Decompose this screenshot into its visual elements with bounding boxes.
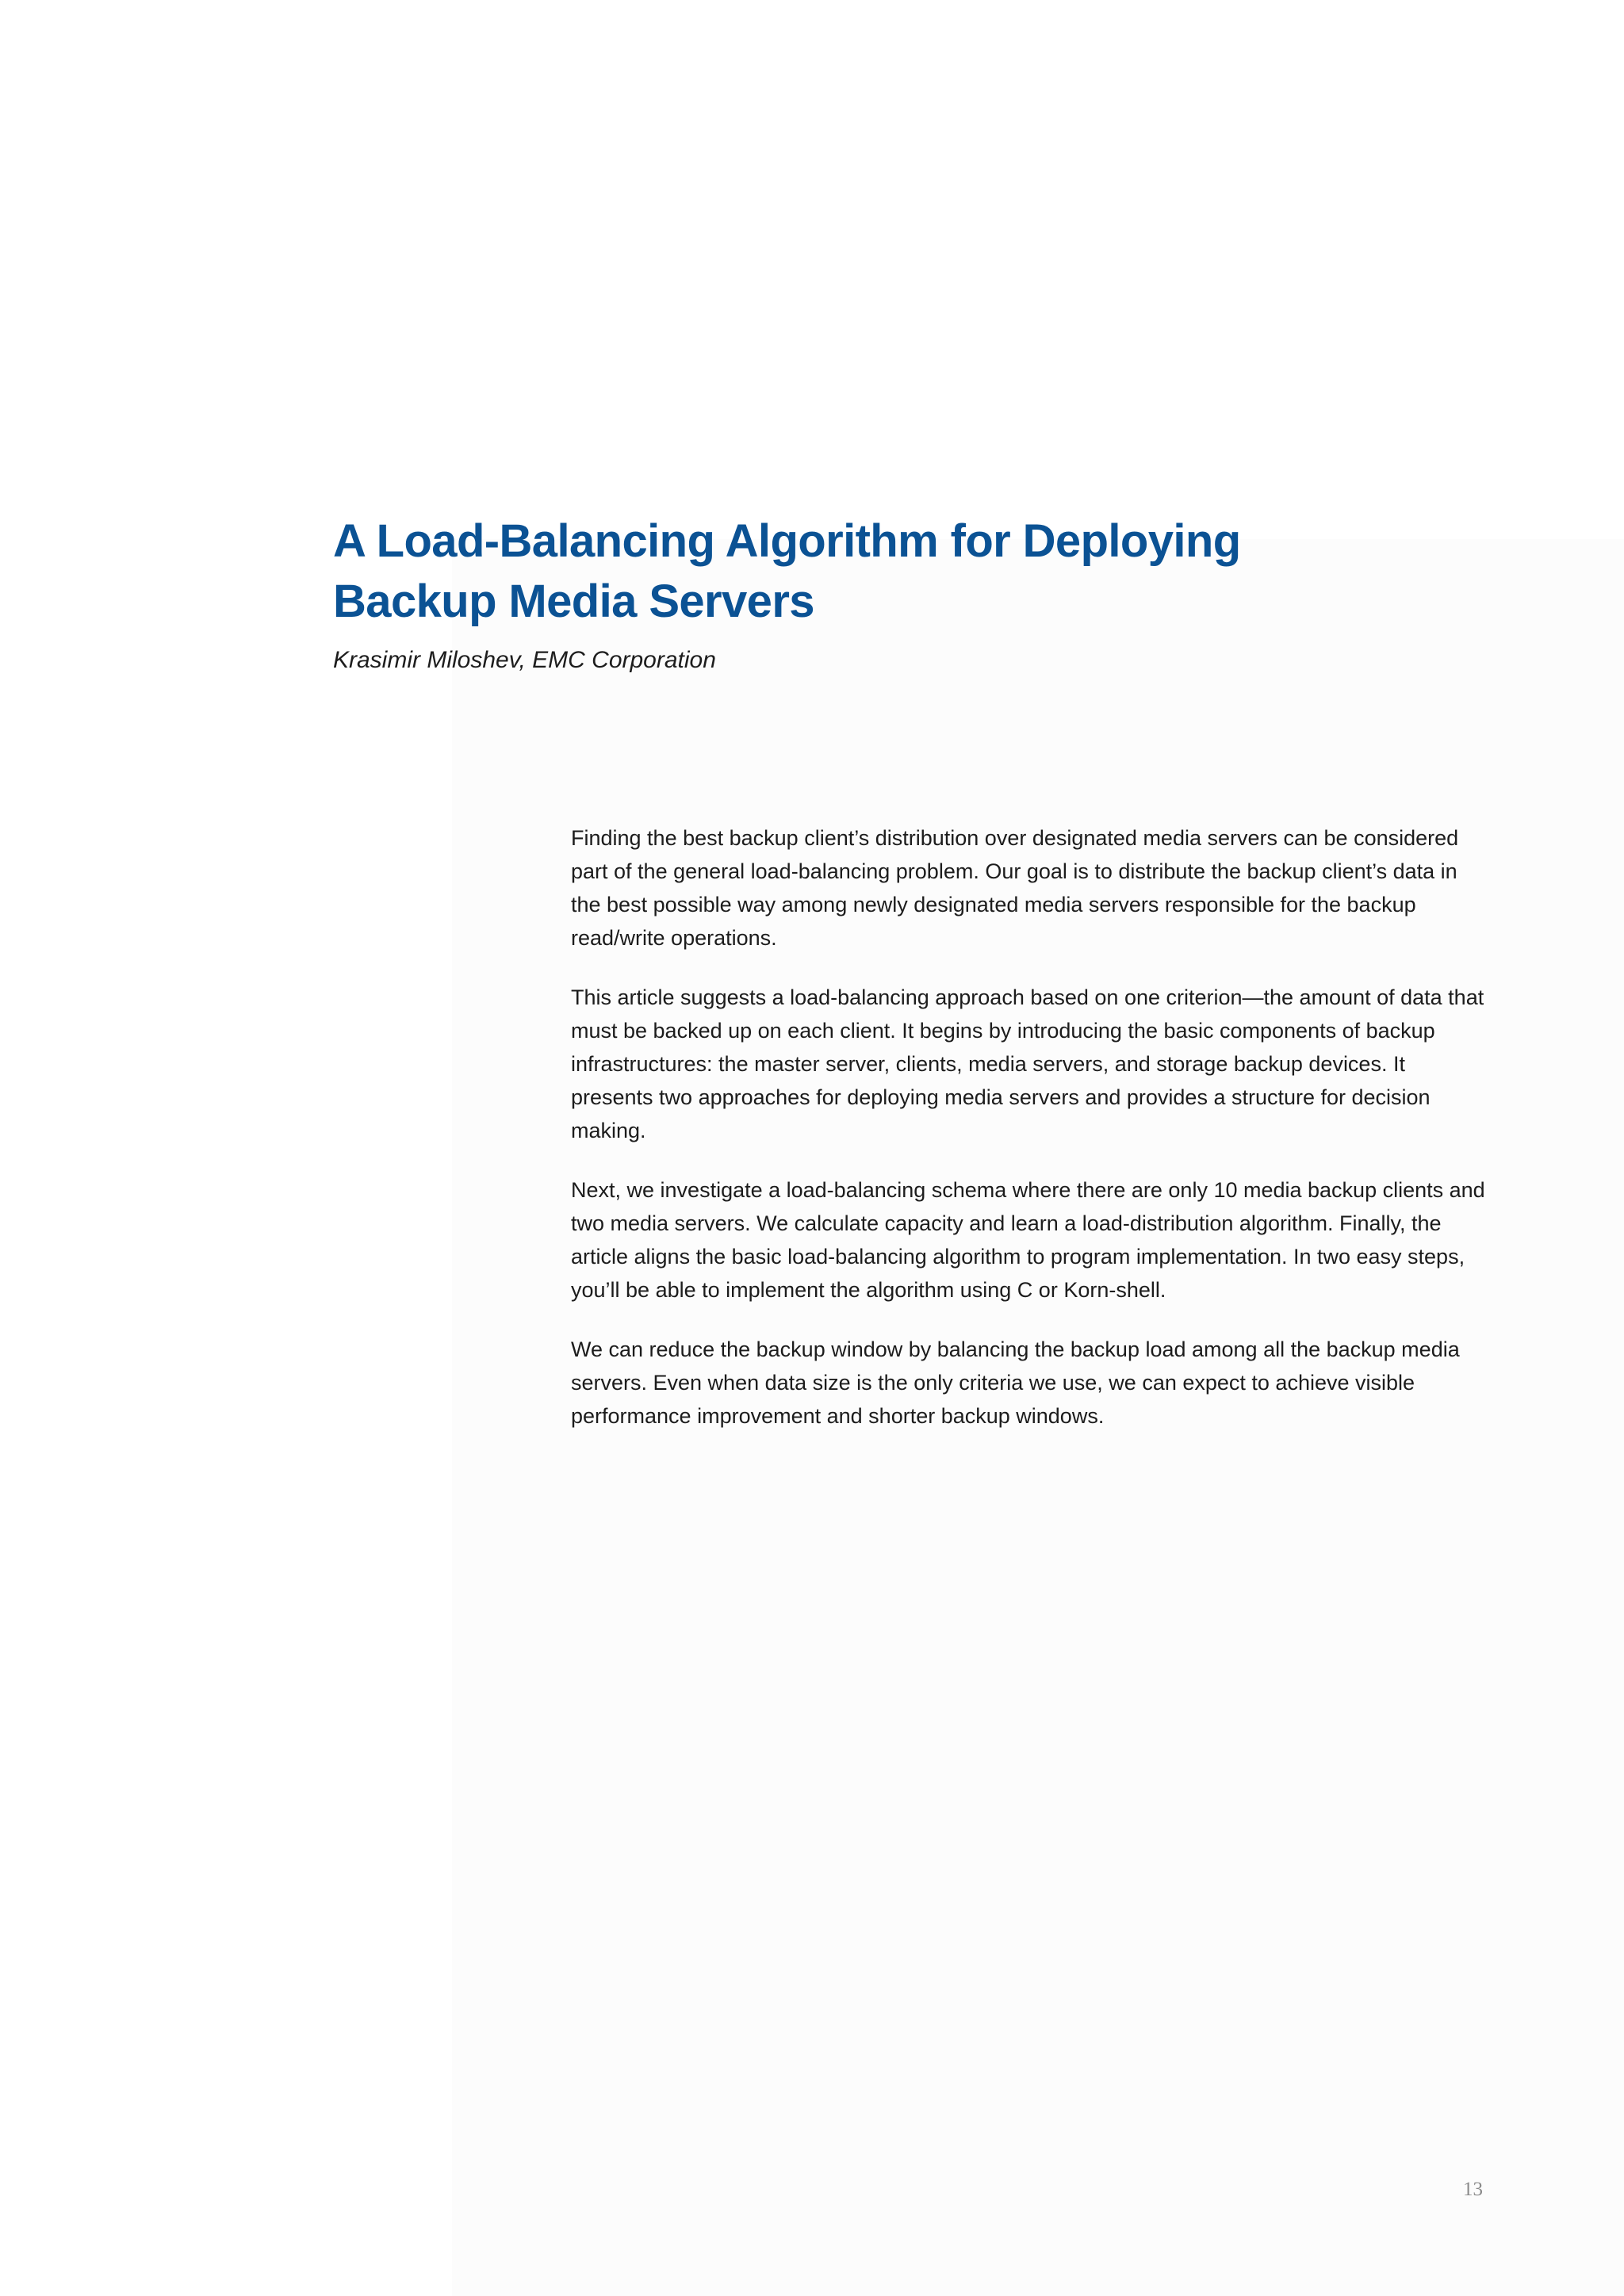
abstract-paragraph-3: Next, we investigate a load-balancing schema where there are only 10 media backup clients and two media servers. We calculate capacity and learn a load-distribution algorithm. Finally, the article aligns the basic load-balancing algorithm to program implementation. In two easy steps, you’ll be able to implement the algorithm using C or Korn-shell. xyxy=(571,1178,1485,1302)
article-abstract xyxy=(571,821,1491,1459)
page-number: 13 xyxy=(1463,2179,1483,2200)
abstract-paragraph-4: We can reduce the backup window by balancing the backup load among all the backup media servers. Even when data size is the only criteria we use, we can expect to achieve visible performance improvement and shorter backup windows. xyxy=(571,1337,1460,1428)
article-author: Krasimir Miloshev, EMC Corporation xyxy=(333,647,716,673)
article-title-line-2: Backup Media Servers xyxy=(333,576,814,627)
article-title-line-1: A Load-Balancing Algorithm for Deploying xyxy=(333,515,1241,567)
abstract-paragraph-2: This article suggests a load-balancing approach based on one criterion—the amount of data that must be backed up on each client. It begins by introducing the basic components of backup infrastructures: the master server, clients, media servers, and storage backup devices. It presents two approaches for deploying media servers and provides a structure for decision making. xyxy=(571,985,1484,1142)
article-header xyxy=(333,511,1364,676)
article-title xyxy=(333,511,1364,632)
abstract-paragraph-1: Finding the best backup client’s distribution over designated media servers can be considered part of the general load-balancing problem. Our goal is to distribute the backup client’s data in the best possible way among newly designated media servers responsible for the backup read/write operations. xyxy=(571,826,1459,950)
